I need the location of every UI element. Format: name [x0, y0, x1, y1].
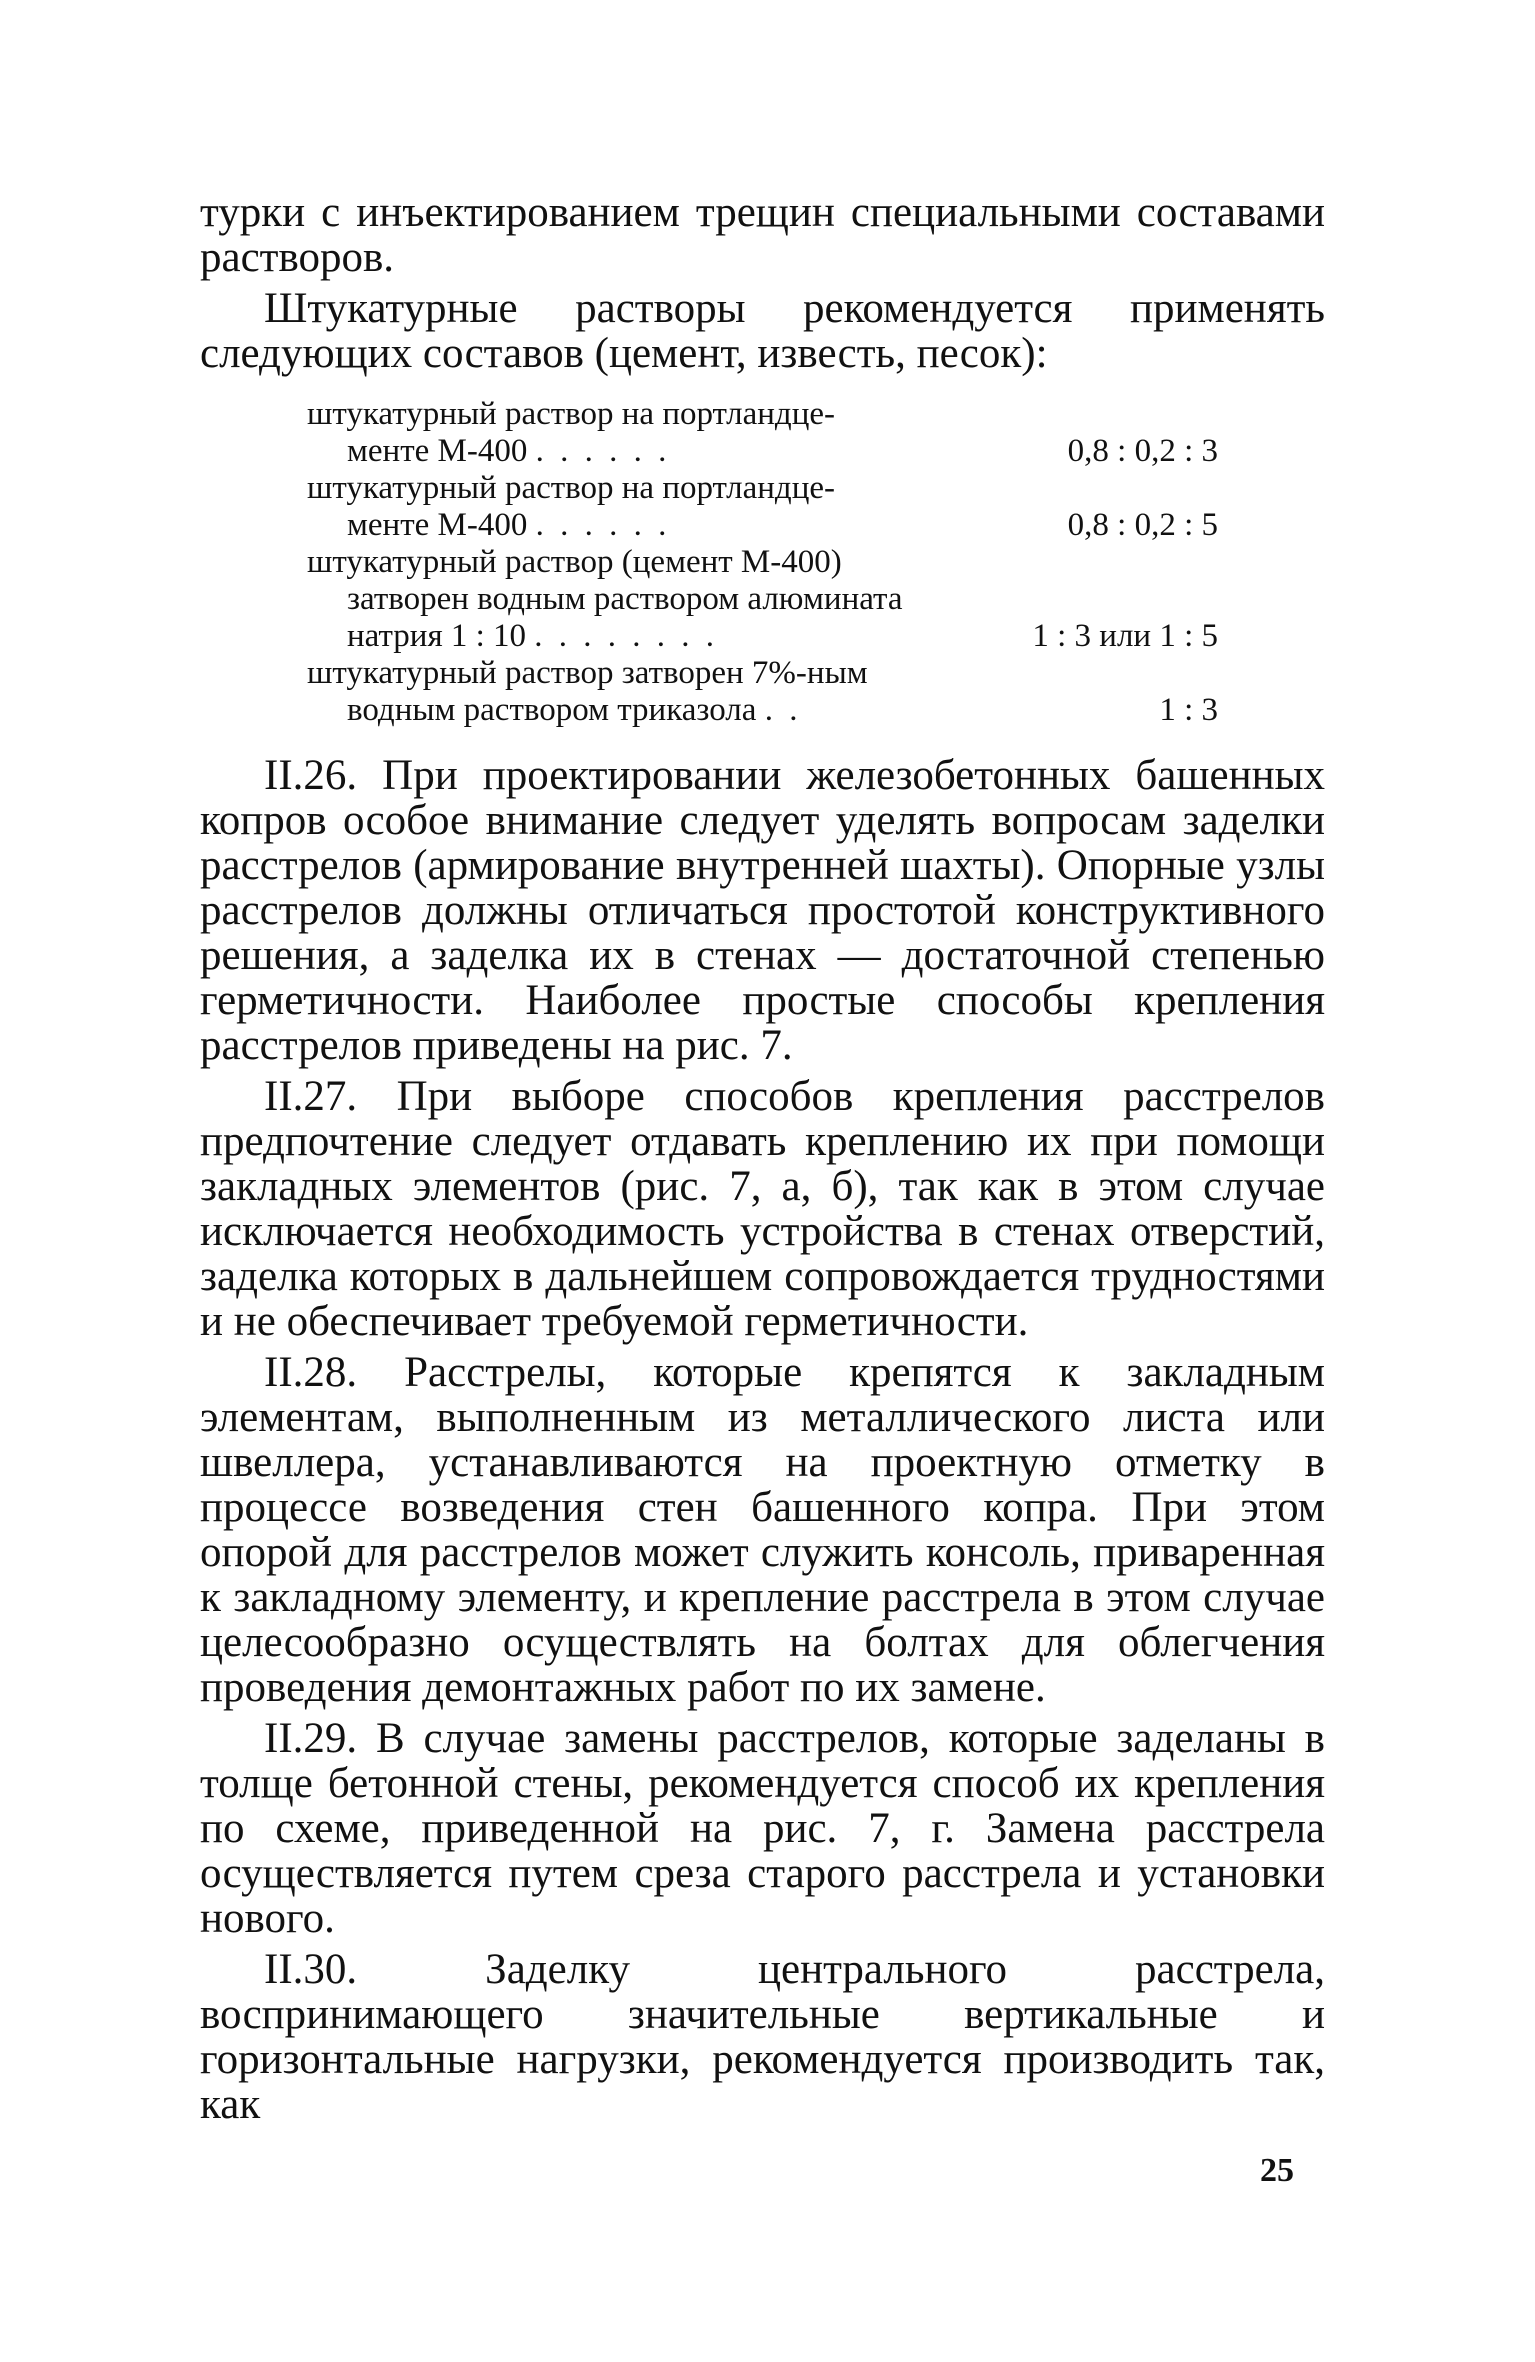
clause-paragraph: II.26. При проектировании железобетонных башенных копров особое внимание следует уделять вопросам заделки расстрелов (армирование внутренней шахты). Опорные узлы расстрелов должны отличаться простотой конструктивного решения, а заделка их в стенах — достаточной степенью герметичности. Наиболее простые способы крепления расстрелов приведены на рис. 7. [200, 752, 1325, 1069]
document-page [200, 190, 1325, 2127]
mix-description: натрия 1 : 10 [347, 618, 527, 654]
mix-description: водным раствором триказола [347, 692, 757, 728]
plaster-mix-item [307, 470, 1218, 544]
clause-paragraph: II.28. Расстрелы, которые крепятся к закладным элементам, выполненным из металлического листа или швеллера, устанавливаются на проектную отметку в процессе возведения стен башенного копра. При этом опорой для расстрелов может служить консоль, приваренная к закладному элементу, и крепление расстрела в этом случае целесообразно осуществлять на болтах для облегчения проведения демонтажных работ по их замене. [200, 1349, 1325, 1711]
plaster-mix-list [200, 396, 1218, 729]
plaster-mix-intro: Штукатурные растворы рекомендуется применять следующих составов (цемент, известь, песок): [200, 285, 1325, 377]
clause-paragraph: II.30. Заделку центрального расстрела, воспринимающего значительные вертикальные и горизонтальные нагрузки, рекомендуется производить так, как [200, 1946, 1325, 2128]
plaster-mix-item [307, 544, 1218, 655]
mix-ratio: 1 : 3 или 1 : 5 [1032, 618, 1218, 654]
dot-leader: . . . . . . [535, 507, 671, 543]
plaster-mix-item [307, 396, 1218, 470]
mix-ratio: 0,8 : 0,2 : 5 [1067, 507, 1218, 543]
clause-paragraph: II.29. В случае замены расстрелов, которые заделаны в толще бетонной стены, рекомендуется способ их крепления по схеме, приведенной на рис. 7, г. Замена расстрела осуществляется путем среза старого расстрела и установки нового. [200, 1715, 1325, 1942]
mix-description: штукатурный раствор на портландце- [307, 470, 836, 506]
mix-description: штукатурный раствор на портландце- [307, 396, 836, 432]
mix-description: менте М-400 [347, 507, 528, 543]
dot-leader: . . [764, 692, 802, 728]
mix-description: штукатурный раствор затворен 7%-ным [307, 655, 868, 691]
intro-paragraph: турки с инъектированием трещин специальными составами растворов. [200, 189, 1325, 281]
mix-description: менте М-400 [347, 433, 528, 469]
dot-leader: . . . . . . [535, 433, 671, 469]
plaster-mix-item [307, 655, 1218, 729]
dot-leader: . . . . . . . . [534, 618, 719, 654]
mix-ratio: 0,8 : 0,2 : 3 [1067, 433, 1218, 469]
mix-description: штукатурный раствор (цемент М-400) [307, 544, 842, 580]
page-number: 25 [1260, 2152, 1294, 2189]
clause-paragraph: II.27. При выборе способов крепления расстрелов предпочтение следует отдавать креплению их при помощи закладных элементов (рис. 7, а, б), так как в этом случае исключается необходимость устройства в стенах отверстий, заделка которых в дальнейшем сопровождается трудностями и не обеспечивает требуемой герметичности. [200, 1073, 1325, 1345]
mix-description: затворен водным раствором алюмината [347, 581, 903, 617]
mix-ratio: 1 : 3 [1159, 692, 1218, 728]
